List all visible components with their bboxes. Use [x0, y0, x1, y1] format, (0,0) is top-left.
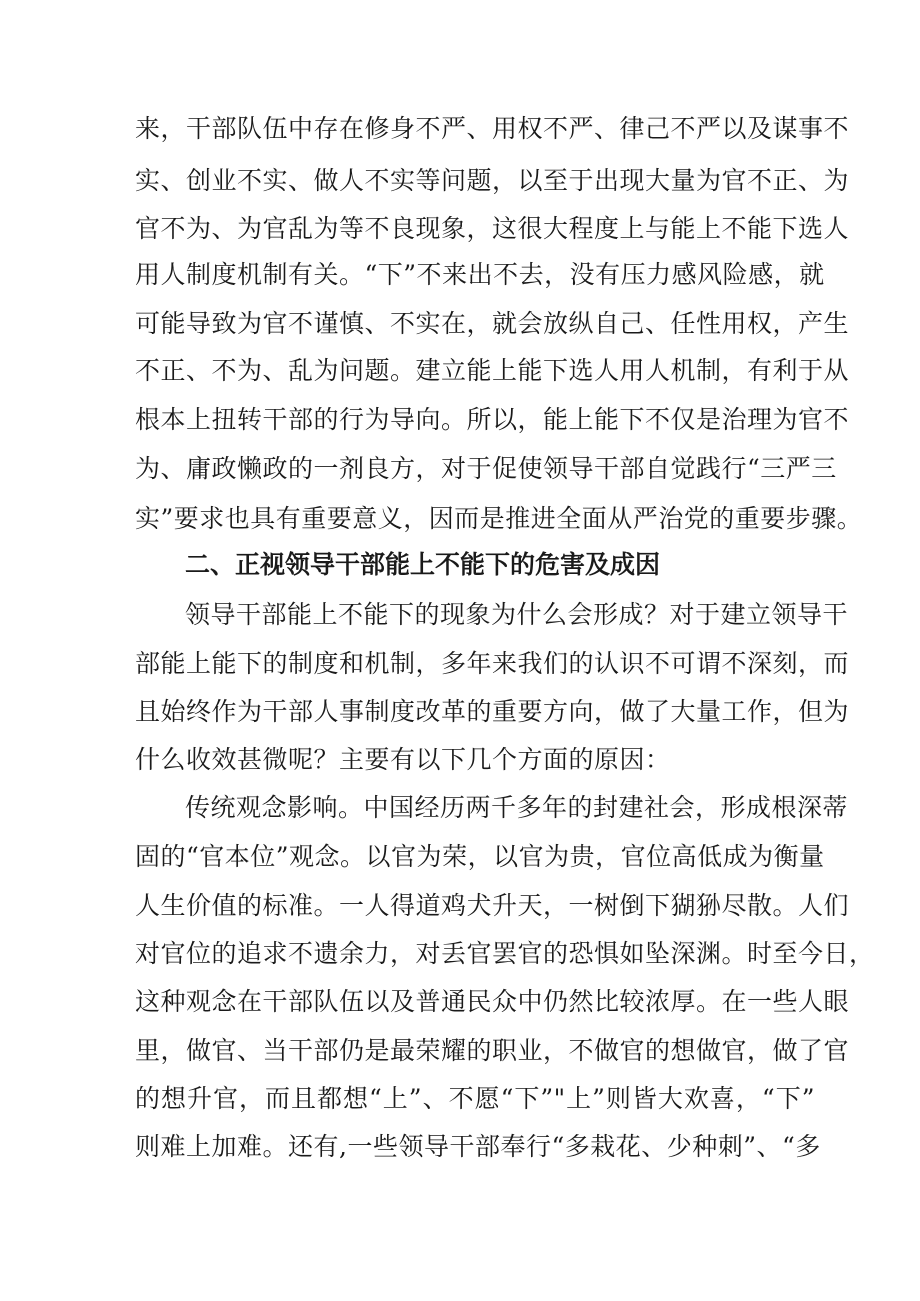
paragraph-line: 这种观念在干部队伍以及普通民众中仍然比较浓厚。在一些人眼 [135, 987, 850, 1016]
paragraph-line: 来，干部队伍中存在修身不严、用权不严、律己不严以及谋事不 [135, 114, 850, 143]
paragraph-line: 则难上加难。还有,一些领导干部奉行“多栽花、少种刺”、“多 [135, 1132, 821, 1161]
paragraph-line: 人生价值的标准。一人得道鸡犬升天，一树倒下猢狲尽散。人们 [135, 891, 850, 920]
paragraph-line: 实、创业不实、做人不实等问题，以至于出现大量为官不正、为 [135, 166, 850, 195]
paragraph-line: 用人制度机制有关。“下”不来出不去，没有压力感风险感，就 [135, 260, 825, 289]
paragraph-line: 不正、不为、乱为问题。建立能上能下选人用人机制，有利于从 [135, 356, 850, 385]
paragraph-line: 部能上能下的制度和机制，多年来我们的认识不可谓不深刻，而 [135, 649, 850, 678]
paragraph-line: 对官位的追求不遗余力，对丢官罢官的恐惧如坠深渊。时至今日， [135, 939, 875, 968]
paragraph-line: 且始终作为干部人事制度改革的重要方向，做了大量工作，但为 [135, 697, 850, 726]
paragraph-line: 为、庸政懒政的一剂良方，对于促使领导干部自觉践行“三严三 [135, 454, 837, 483]
paragraph-line: 固的“官本位”观念。以官为荣，以官为贵，官位高低成为衡量 [135, 842, 825, 871]
paragraph-line: 传统观念影响。中国经历两千多年的封建社会，形成根深蒂 [185, 793, 849, 822]
paragraph-line: 官不为、为官乱为等不良现象，这很大程度上与能上不能下选人 [135, 214, 850, 243]
paragraph-line: 的想升官，而且都想“上”、不愿“下”"上”则皆大欢喜，“下” [135, 1084, 815, 1113]
paragraph-line: 领导干部能上不能下的现象为什么会形成？对于建立领导干 [185, 600, 849, 629]
paragraph-line: 里，做官、当干部仍是最荣耀的职业，不做官的想做官，做了官 [135, 1036, 850, 1065]
paragraph-line: 根本上扭转干部的行为导向。所以，能上能下不仅是治理为官不 [135, 405, 850, 434]
paragraph-line: 什么收效甚微呢？主要有以下几个方面的原因： [135, 745, 671, 774]
paragraph-line: 可能导致为官不谨慎、不实在，就会放纵自己、任性用权，产生 [135, 309, 850, 338]
section-heading: 二、正视领导干部能上不能下的危害及成因 [185, 550, 661, 579]
paragraph-line: 实”要求也具有重要意义，因而是推进全面从严治党的重要步骤。 [135, 504, 863, 533]
